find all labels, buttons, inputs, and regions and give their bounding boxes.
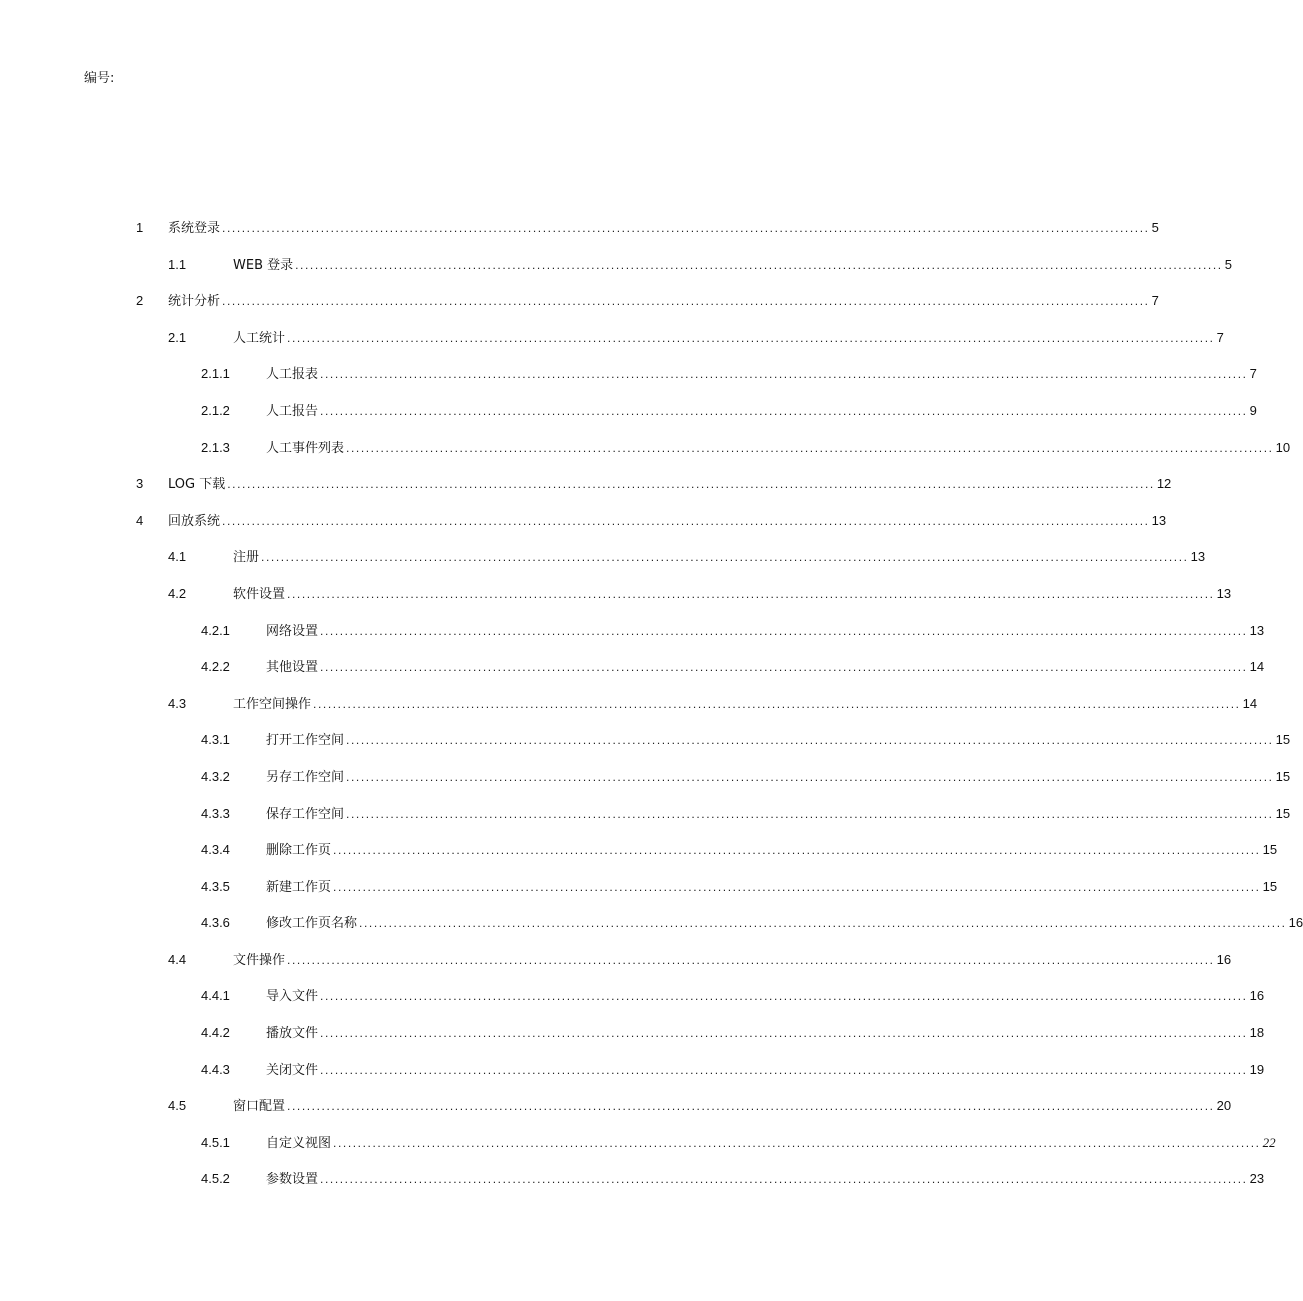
- toc-entry-page: 23: [1249, 1171, 1265, 1187]
- toc-entry-page: 18: [1249, 1025, 1265, 1041]
- toc-entry-page: 13: [1249, 622, 1265, 638]
- toc-entry-number: 4.3.1: [201, 732, 230, 748]
- toc-entry-page: 15: [1262, 842, 1278, 858]
- toc-entry-number: 2: [136, 293, 144, 309]
- toc-entry-number: 4.5.2: [201, 1171, 230, 1187]
- toc-dot-leader: ............................................................................................................................................................................................: [320, 1026, 1248, 1041]
- toc-entry[interactable]: [0, 914, 1303, 951]
- toc-dot-leader: ............................................................................................................................................................................................: [313, 696, 1241, 711]
- toc-entry-title: 导入文件: [266, 989, 319, 1005]
- toc-entry-number: 4.2.1: [201, 622, 230, 638]
- toc-dot-leader: ............................................................................................................................................................................................: [320, 1172, 1248, 1187]
- toc-entry-page: 5: [1151, 220, 1159, 235]
- toc-dot-leader: ............................................................................................................................................................................................: [346, 806, 1274, 821]
- toc-entry-title: 删除工作页: [266, 843, 332, 859]
- toc-entry-title: 软件设置: [233, 586, 286, 602]
- toc-dot-leader: ............................................................................................................................................................................................: [287, 586, 1215, 601]
- toc-entry-title: WEB 登录: [233, 257, 294, 273]
- toc-dot-leader: ............................................................................................................................................................................................: [333, 843, 1261, 858]
- toc-entry-number: 4.3.2: [201, 768, 230, 784]
- toc-entry-number: 4.3.4: [201, 842, 230, 858]
- toc-dot-leader: ............................................................................................................................................................................................: [320, 660, 1248, 675]
- toc-entry-page: 9: [1249, 402, 1257, 418]
- toc-entry[interactable]: [0, 439, 1291, 476]
- toc-entry-title: 播放文件: [266, 1026, 319, 1042]
- toc-entry-title: 工作空间操作: [233, 696, 312, 712]
- toc-dot-leader: ............................................................................................................................................................................................: [333, 1135, 1261, 1150]
- toc-entry-page: 19: [1249, 1061, 1265, 1077]
- toc-dot-leader: ............................................................................................................................................................................................: [333, 879, 1261, 894]
- toc-entry-page: 10: [1275, 439, 1291, 455]
- toc-dot-leader: ............................................................................................................................................................................................: [295, 257, 1223, 272]
- toc-entry-page: 13: [1190, 549, 1206, 565]
- toc-entry-number: 4.3.6: [201, 915, 230, 931]
- toc-entry-title: 人工事件列表: [266, 440, 345, 456]
- toc-entry-page: 22: [1262, 1134, 1276, 1150]
- toc-entry-title: 窗口配置: [233, 1099, 286, 1115]
- toc-entry-title: 保存工作空间: [266, 806, 345, 822]
- toc-entry-title: 统计分析: [168, 294, 221, 310]
- toc-entry[interactable]: [0, 951, 1232, 988]
- toc-entry[interactable]: [0, 805, 1291, 842]
- toc-entry-number: 4.4.2: [201, 1025, 230, 1041]
- toc-entry[interactable]: [0, 1097, 1232, 1134]
- toc-entry-page: 16: [1288, 915, 1303, 931]
- document-number-label: 编号:: [84, 71, 115, 86]
- toc-entry-page: 15: [1275, 805, 1291, 821]
- toc-entry-number: 2.1.2: [201, 402, 230, 418]
- toc-entry-title: 另存工作空间: [266, 769, 345, 785]
- toc-entry[interactable]: [0, 768, 1291, 805]
- toc-entry-number: 2.1.1: [201, 366, 230, 382]
- toc-entry-page: 15: [1275, 768, 1291, 784]
- toc-entry-number: 3: [136, 476, 144, 492]
- toc-entry-page: 16: [1249, 988, 1265, 1004]
- toc-entry[interactable]: [0, 329, 1224, 366]
- toc-entry[interactable]: [0, 658, 1265, 695]
- toc-dot-leader: ............................................................................................................................................................................................: [359, 916, 1287, 931]
- toc-entry[interactable]: [0, 987, 1265, 1024]
- toc-dot-leader: ............................................................................................................................................................................................: [320, 367, 1248, 382]
- toc-entry-number: 4.3.3: [201, 805, 230, 821]
- toc-entry-number: 4.4.3: [201, 1061, 230, 1077]
- toc-entry-number: 4.5.1: [201, 1134, 230, 1150]
- toc-entry[interactable]: [0, 402, 1257, 439]
- toc-dot-leader: ............................................................................................................................................................................................: [320, 623, 1248, 638]
- toc-dot-leader: ............................................................................................................................................................................................: [346, 769, 1274, 784]
- toc-entry[interactable]: [0, 585, 1232, 622]
- toc-entry-page: 7: [1216, 329, 1224, 345]
- toc-entry-title: 人工报表: [266, 367, 319, 383]
- toc-entry-page: 5: [1224, 256, 1232, 272]
- toc-entry-number: 4.4.1: [201, 988, 230, 1004]
- toc-entry-title: 人工报告: [266, 403, 319, 419]
- toc-dot-leader: ............................................................................................................................................................................................: [346, 440, 1274, 455]
- toc-dot-leader: ............................................................................................................................................................................................: [222, 513, 1150, 528]
- toc-dot-leader: ............................................................................................................................................................................................: [287, 1099, 1215, 1114]
- toc-entry-title: 修改工作页名称: [266, 916, 358, 932]
- toc-entry-number: 1.1: [168, 256, 187, 272]
- toc-entry-number: 2.1.3: [201, 439, 230, 455]
- toc-entry-title: 注册: [233, 550, 260, 566]
- toc-entry[interactable]: [0, 365, 1257, 402]
- toc-entry[interactable]: [0, 731, 1291, 768]
- toc-entry-title: 其他设置: [266, 660, 319, 676]
- toc-entry[interactable]: [0, 512, 1167, 549]
- toc-entry[interactable]: [0, 475, 1172, 512]
- toc-entry-title: 回放系统: [168, 513, 221, 529]
- toc-dot-leader: ............................................................................................................................................................................................: [287, 330, 1215, 345]
- toc-entry[interactable]: [0, 695, 1258, 732]
- toc-dot-leader: ............................................................................................................................................................................................: [346, 733, 1274, 748]
- toc-entry-number: 4.5: [168, 1098, 187, 1114]
- toc-entry-page: 14: [1242, 695, 1258, 711]
- toc-entry-page: 7: [1249, 366, 1257, 382]
- toc-entry[interactable]: [0, 1024, 1265, 1061]
- toc-entry-number: 4.4: [168, 951, 187, 967]
- toc-entry[interactable]: [0, 219, 1159, 256]
- toc-entry-page: 16: [1216, 951, 1232, 967]
- toc-dot-leader: ............................................................................................................................................................................................: [227, 477, 1155, 492]
- toc-entry-page: 13: [1216, 585, 1232, 601]
- toc-entry-number: 4.3: [168, 695, 187, 711]
- toc-dot-leader: ............................................................................................................................................................................................: [222, 221, 1150, 235]
- toc-entry[interactable]: [0, 622, 1265, 659]
- toc-entry-number: 4: [136, 512, 144, 528]
- toc-dot-leader: ............................................................................................................................................................................................: [287, 952, 1215, 967]
- toc-entry-title: 打开工作空间: [266, 733, 345, 749]
- toc-entry-page: 12: [1156, 476, 1172, 492]
- toc-dot-leader: ............................................................................................................................................................................................: [222, 294, 1150, 309]
- toc-entry[interactable]: [0, 1061, 1265, 1098]
- toc-entry-page: 15: [1275, 732, 1291, 748]
- toc-entry-page: 7: [1151, 293, 1159, 309]
- toc-entry-title: 新建工作页: [266, 879, 332, 895]
- toc-entry-title: 系统登录: [168, 221, 221, 236]
- toc-entry-title: 文件操作: [233, 952, 286, 968]
- toc-entry-number: 4.2.2: [201, 659, 230, 675]
- toc-entry-title: 关闭文件: [266, 1062, 319, 1078]
- toc-entry-number: 2.1: [168, 329, 187, 345]
- toc-entry-page: 20: [1216, 1098, 1232, 1114]
- toc-entry[interactable]: [0, 1170, 1265, 1207]
- table-of-contents: [0, 219, 1303, 1207]
- toc-entry-title: 参数设置: [266, 1172, 319, 1188]
- toc-entry[interactable]: [0, 292, 1159, 329]
- toc-entry-number: 4.3.5: [201, 878, 230, 894]
- toc-entry-title: 人工统计: [233, 330, 286, 346]
- toc-entry-number: 4.1: [168, 549, 187, 565]
- toc-entry-title: 网络设置: [266, 623, 319, 639]
- toc-entry[interactable]: [0, 256, 1232, 293]
- toc-dot-leader: ............................................................................................................................................................................................: [320, 403, 1248, 418]
- toc-dot-leader: ............................................................................................................................................................................................: [320, 1062, 1248, 1077]
- toc-entry[interactable]: [0, 548, 1206, 585]
- toc-entry-page: 15: [1262, 878, 1278, 894]
- toc-entry-title: 自定义视图: [266, 1135, 332, 1151]
- toc-entry-page: 13: [1151, 512, 1167, 528]
- toc-dot-leader: ............................................................................................................................................................................................: [320, 989, 1248, 1004]
- toc-entry[interactable]: [0, 1134, 1276, 1171]
- toc-dot-leader: ............................................................................................................................................................................................: [261, 550, 1189, 565]
- toc-entry-number: 4.2: [168, 585, 187, 601]
- toc-entry-page: 14: [1249, 659, 1265, 675]
- toc-entry[interactable]: [0, 878, 1278, 915]
- toc-entry[interactable]: [0, 841, 1278, 878]
- toc-entry-number: 1: [136, 220, 144, 235]
- toc-entry-title: LOG 下载: [168, 477, 226, 493]
